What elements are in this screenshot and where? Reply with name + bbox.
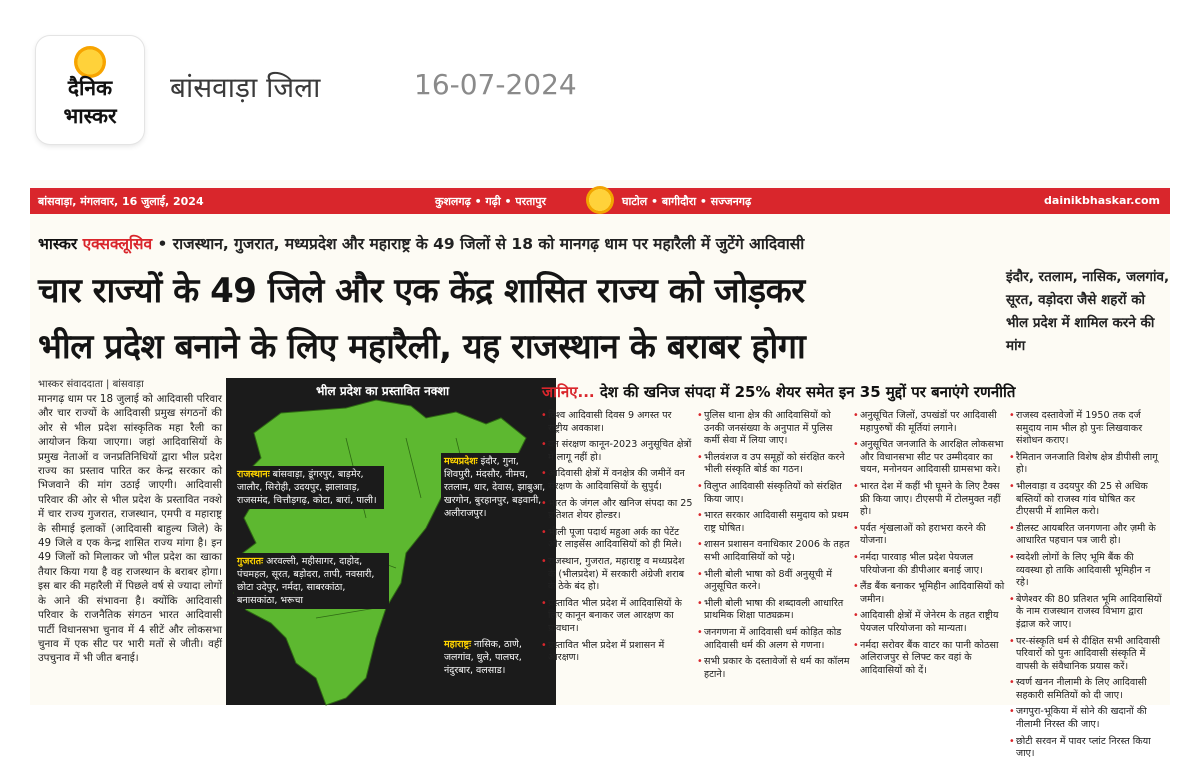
demand-item: • विश्व आदिवासी दिवस 9 अगस्त पर राष्ट्रीय अवकाश। [542,410,694,435]
kicker-text: • राजस्थान, गुजरात, मध्यप्रदेश और महाराष्ट्र के 49 जिलों से 18 को मानगढ़ धाम पर महारैली में जुटेंगे आदिवासी [152,235,805,253]
raj-list: बांसवाड़ा, डूंगरपुर, बाड़मेर, जालौर, सिरोही, उदयपुर, झालावाड़, राजसमंद, चित्तौड़गढ़, कोटा, बारां, पाली। [237,469,377,506]
demand-item: • भारत सरकार आदिवासी समुदाय को प्रथम राष्ट्र घोषित। [698,510,850,535]
mp-list: इंदौर, गुना, शिवपुरी, मंदसौर, नीमच, रतलाम, धार, देवास, झाबुआ, खरगोन, बुरहानपुर, बड़वानी, अलीराजपुर। [444,456,546,519]
headline-line2: भील प्रदेश बनाने के लिए महारैली, यह राजस्थान के बराबर होगा [38,327,806,367]
demand-item: • राजस्थान, गुजरात, महाराष्ट्र व मध्यप्रदेश के (भीलप्रदेश) में सरकारी अंग्रेजी शराब के ठेके बंद हो। [542,556,694,594]
post-date: 16-07-2024 [414,68,577,101]
demand-item: • स्वदेशी लोगों के लिए भूमि बैंक की व्यवस्था हो ताकि आदिवासी भूमिहीन न रहे। [1010,552,1162,590]
mh-heading: महाराष्ट्रः [444,639,471,650]
masthead-cities-right: घाटोल • बागीदौरा • सज्जनगढ़ [622,195,752,208]
demand-item: • पर-संस्कृति धर्म से दीक्षित सभी आदिवासी परिवारों को पुनः आदिवासी संस्कृति में वापसी के संवैधानिक प्रयास करें। [1010,636,1162,674]
demand-item: • भीलवाड़ा व उदयपुर की 25 से अधिक बस्तियों को राजस्व गांव घोषित कर टीएसपी में शामिल करो। [1010,481,1162,519]
section-heading [542,382,1170,406]
section-kicker: जानिए... [542,383,595,401]
dainik-bhaskar-logo[interactable] [36,36,144,144]
demand-item: • विलुप्त आदिवासी संस्कृतियों को संरक्षित किया जाए। [698,481,850,506]
demand-item: • बेणेश्वर की 80 प्रतिशत भूमि आदिवासियों के नाम राजस्थान राजस्व विभाग द्वारा इंद्राज करे जाए। [1010,594,1162,632]
demands-columns [542,410,1170,760]
masthead-site: dainikbhaskar.com [1044,194,1160,207]
demand-item: • सभी प्रकार के दस्तावेजों से धर्म का कॉलम हटाने। [698,656,850,681]
demand-item: • पर्वत शृंखलाओं को हराभरा करने की योजना। [854,523,1006,548]
demand-item: • आदिवासी क्षेत्रों में वनक्षेत्र की जमीनें वन संरक्षण के आदिवासियों के सुपुर्द। [542,468,694,493]
map-label-maharashtra [441,636,553,679]
guj-heading: गुजरातः [237,556,264,567]
mh-list: नासिक, ठाणे, जलगांव, धुले, पालघर, नंदुरबार, वलसाड। [444,639,522,676]
demand-item: • रैमितान जनजाति विशेष क्षेत्र डीपीसी लागू हो। [1010,452,1162,477]
section-title: देश की खनिज संपदा में 25% शेयर समेत इन 35 मुद्दों पर बनाएंगे रणनीति [594,383,1016,401]
demand-item: • अनुसूचित जिलों, उपखंडों पर आदिवासी महापुरुषों की मूर्तियां लगाने। [854,410,1006,435]
demand-item: • भारत देश में कहीं भी घूमने के लिए टैक्स फ्री किया जाए। टीएसपी में टोलमुक्त नहीं हो। [854,481,1006,519]
map-label-rajasthan [234,466,384,509]
demand-item: • आदिवासी क्षेत्रों में जेनेरम के तहत राष्ट्रीय पेयजल परियोजना को मान्यता। [854,610,1006,635]
logo-line1: दैनिक [67,76,113,100]
kicker-exclusive: एक्सक्लूसिव [82,235,153,253]
demand-item: • नर्मदा सरोवर बैंक वाटर का पानी कोठसा अलिराजपुर से लिफ्ट कर वहां के आदिवासियों को दें। [854,640,1006,678]
demands-column-4 [1010,410,1162,765]
demands-column-2 [698,410,850,685]
article-body: मानगढ़ धाम पर 18 जुलाई को आदिवासी परिवार और चार राज्यों के आदिवासी प्रमुख संगठनों की ओर से भील प्रदेश सांस्कृतिक महा रैली का आयोजन किया जाएगा। जहां आदिवासियों के प्रमुख नेताओं व जनप्रतिनिधियों द्वारा भील प्रदेश राज्य का प्रस्ताव पारित कर केन्द्र सरकार को भिजवाने की मांग उठाई जाएगी। आदिवासी परिवार की ओर से भील प्रदेश के प्रस्तावित नक्शे में चार राज्य गुजरात, राजस्थान, एमपी व महाराष्ट्र के सीमाई इलाकों (आदिवासी बाहुल्य जिले) के 49 जिले व एक केन्द्र शासित राज्य मांगा है। इन 49 जिलों को मिलाकर जो भील प्रदेश का खाका तैयार किया गया है वह राजस्थान के बराबर होगा। इस बार की महारैली में पिछले वर्ष से ज्यादा लोगों के आने की संभावना है। क्योंकि आदिवासी परिवार के राजनैतिक संगठन भारत आदिवासी पार्टी विधानसभा चुनाव में 4 सीटें और लोकसभा चुनाव में एक सीट पर भारी मतों से जीती। वहीं उपचुनाव में भी जीत बनाई। [38,393,222,665]
demand-item: • डीलस्ट आयबरित जनगणना और ज़मी के आधारित पहचान पत्र जारी हो। [1010,523,1162,548]
demand-item: • वन संरक्षण कानून-2023 अनुसूचित क्षेत्रों में लागू नहीं हो। [542,439,694,464]
mp-heading: मध्यप्रदेशः [444,456,478,467]
demand-item: • भारत के जंगल और खनिज संपदा का 25 प्रतिशत शेयर होल्डर। [542,498,694,523]
demand-item: • लैंड बैंक बनाकर भूमिहीन आदिवासियों को जमीन। [854,581,1006,606]
demand-item: • जगपुरा-भूकिया में सोने की खदानों की नीलामी निरस्त की जाए। [1010,706,1162,731]
demand-item: • भीली बोली भाषा की शब्दावली आधारित प्राथमिक शिक्षा पाठ्यक्रम। [698,598,850,623]
sidebar-text: इंदौर, रतलाम, नासिक, जलगांव, सूरत, वड़ोदरा जैसे शहरों को भील प्रदेश में शामिल करने की मांग [1006,269,1170,354]
demand-item: • प्रस्तावित भील प्रदेश में आदिवासियों के लिए कानून बनाकर जल आरक्षण का प्रावधान। [542,598,694,636]
demand-item: • छोटी सरवन में पावर प्लांट निरस्त किया जाए। [1010,736,1162,761]
post-header [0,0,1200,175]
headline-line1: चार राज्यों के 49 जिले और एक केंद्र शासित राज्य को जोड़कर [38,271,805,311]
post-title: बांसवाड़ा जिला [170,71,321,104]
demand-item: • राजस्व दस्तावेजों में 1950 तक दर्ज समुदाय नाम भील हो पुनः लिखवाकर संशोधन कराए। [1010,410,1162,448]
demand-item: • पुलिस थाना क्षेत्र की आदिवासियों को उनकी जनसंख्या के अनुपात में पुलिस कर्मी सेवा में लिया जाए। [698,410,850,448]
sun-icon [586,186,614,214]
demands-column-1 [542,410,694,669]
logo-line2: भास्कर [63,104,117,128]
masthead-cities-left: कुशलगढ़ • गढ़ी • परतापुर [435,195,546,208]
demand-item: • अनुसूचित जनजाति के आरक्षित लोकसभा और विधानसभा सीट पर उम्मीदवार का चयन, मनोनयन आदिवासी ग्रामसभा करे। [854,439,1006,477]
masthead-bar [30,188,1170,214]
map-label-madhya-pradesh [441,453,553,522]
kicker-line [38,232,804,254]
map-label-gujarat [234,553,389,609]
newspaper-clipping [30,180,1170,760]
demand-item: • जनगणना में आदिवासी धर्म कोड़ित कोड आदिवासी धर्म की अलग से गणना। [698,627,850,652]
proposed-bhil-pradesh-map [226,378,556,705]
kicker-brand: भास्कर [38,235,78,253]
masthead-dateline: बांसवाड़ा, मंगलवार, 16 जुलाई, 2024 [38,195,204,208]
demand-item: • भीली बोली भाषा को 8वीं अनुसूची में अनुसूचित करने। [698,569,850,594]
raj-heading: राजस्थानः [237,469,270,480]
demand-item: • भीलवंशज व उप समूहों को संरक्षित करने भीली संस्कृति बोर्ड का गठन। [698,452,850,477]
demand-item: • नर्मदा पारवाड़ भील प्रदेश पेयजल परियोजना की डीपीआर बनाई जाए। [854,552,1006,577]
guj-list: अरवल्ली, महीसागर, दाहोद, पंचमहल, सूरत, बड़ोदरा, तापी, नवसारी, छोटा उदेपुर, नर्मदा, साबरकांठा, बनासकांठा, भरूचा [237,556,375,606]
demand-item: • प्रस्तावित भील प्रदेश में प्रशासन में आरक्षण। [542,640,694,665]
demand-item: • स्वर्ण खनन नीलामी के लिए आदिवासी सहकारी समितियों को दी जाए। [1010,677,1162,702]
demand-item: • शासन प्रशासन वनाधिकार 2006 के तहत सभी आदिवासियों को पट्टे। [698,539,850,564]
demands-column-3 [854,410,1006,681]
byline: भास्कर संवाददाता | बांसवाड़ा [38,379,144,390]
map-title: भील प्रदेश का प्रस्तावित नक्शा [316,384,450,398]
demand-item: • भीली पूजा पदार्थ महुआ अर्क का पेटेंट और लाइसेंस आदिवासियों को ही मिले। [542,527,694,552]
